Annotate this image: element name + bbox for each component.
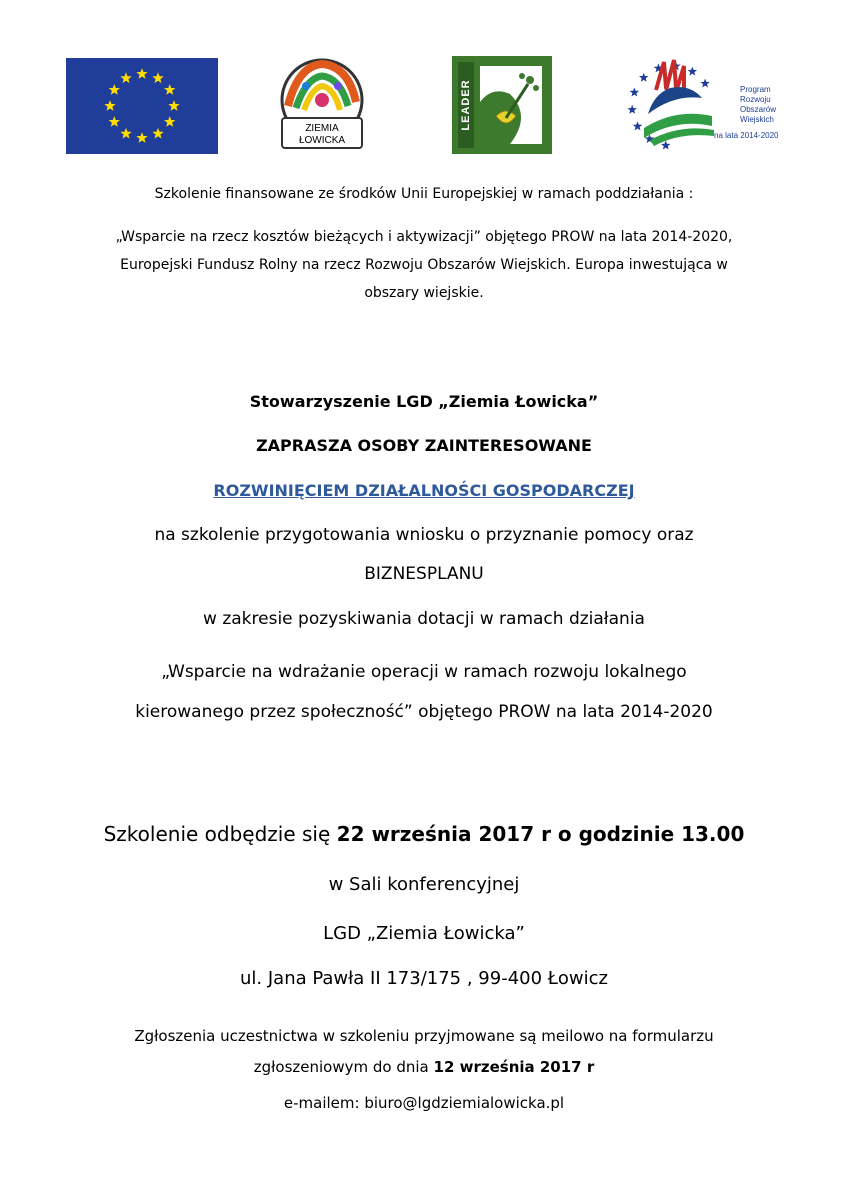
- event-date-line: [0, 822, 848, 846]
- event-organization: LGD „Ziemia Łowicka”: [323, 923, 525, 944]
- training-line-1: na szkolenie przygotowania wniosku o przyznanie pomocy oraz: [154, 525, 694, 545]
- star-icon: [633, 121, 643, 130]
- prow-logo: [626, 54, 786, 150]
- registration-deadline: 12 września 2017 r: [433, 1058, 595, 1076]
- leader-logo: [452, 56, 552, 154]
- scope-line: w zakresie pozyskiwania dotacji w ramach działania: [203, 609, 645, 629]
- star-icon: [688, 67, 698, 76]
- funding-line-3: Europejski Fundusz Rolny na rzecz Rozwoju Obszarów Wiejskich. Europa inwestująca w: [120, 257, 728, 273]
- star-icon: [639, 73, 649, 82]
- action-line-1: „Wsparcie na wdrażanie operacji w ramach rozwoju lokalnego: [161, 662, 687, 682]
- registration-line-1: Zgłoszenia uczestnictwa w szkoleniu przyjmowane są meilowo na formularzu: [134, 1027, 714, 1045]
- event-room: w Sali konferencyjnej: [328, 874, 520, 895]
- action-line-2: kierowanego przez społeczność” objętego PROW na lata 2014-2020: [135, 702, 713, 722]
- ziemia-logo-text-1: ZIEMIA: [305, 123, 339, 134]
- star-icon: [627, 105, 637, 114]
- event-date-prefix: Szkolenie odbędzie się: [103, 822, 337, 846]
- funding-line-1: Szkolenie finansowane ze środków Unii Europejskiej w ramach poddziałania :: [154, 186, 694, 202]
- organization-title: Stowarzyszenie LGD „Ziemia Łowicka”: [249, 392, 599, 411]
- funding-line-4: obszary wiejskie.: [364, 285, 484, 301]
- prow-line-2: Rozwoju: [740, 95, 771, 104]
- logo-bar: [0, 0, 848, 170]
- prow-period: na lata 2014-2020: [714, 131, 779, 140]
- topic-heading: ROZWINIĘCIEM DZIAŁALNOŚCI GOSPODARCZEJ: [213, 481, 635, 500]
- email-label: e-mailem:: [283, 1094, 365, 1112]
- leader-logo-text: LEADER: [460, 79, 472, 131]
- registration-deadline-prefix: zgłoszeniowym do dnia: [253, 1058, 434, 1076]
- registration-email-line: [0, 1094, 848, 1112]
- star-icon: [700, 79, 710, 88]
- ziemia-logo-text-2: ŁOWICKA: [298, 135, 346, 146]
- star-icon: [630, 87, 640, 96]
- email-link[interactable]: biuro@lgdziemialowicka.pl: [364, 1094, 565, 1112]
- event-address: ul. Jana Pawła II 173/175 , 99-400 Łowicz: [240, 968, 608, 989]
- prow-line-1: Program: [740, 85, 771, 94]
- registration-line-2: [0, 1058, 848, 1076]
- training-line-2: BIZNESPLANU: [364, 564, 484, 584]
- prow-line-4: Wiejskich: [740, 115, 774, 124]
- invitation-heading: ZAPRASZA OSOBY ZAINTERESOWANE: [256, 436, 592, 455]
- funding-line-2: „Wsparcie na rzecz kosztów bieżących i aktywizacji” objętego PROW na lata 2014-2020,: [115, 229, 733, 245]
- eu-flag-icon: [66, 58, 218, 154]
- ziemia-lowicka-logo: [268, 56, 376, 156]
- event-datetime: 22 września 2017 r o godzinie 13.00: [336, 822, 745, 846]
- prow-line-3: Obszarów: [740, 105, 777, 114]
